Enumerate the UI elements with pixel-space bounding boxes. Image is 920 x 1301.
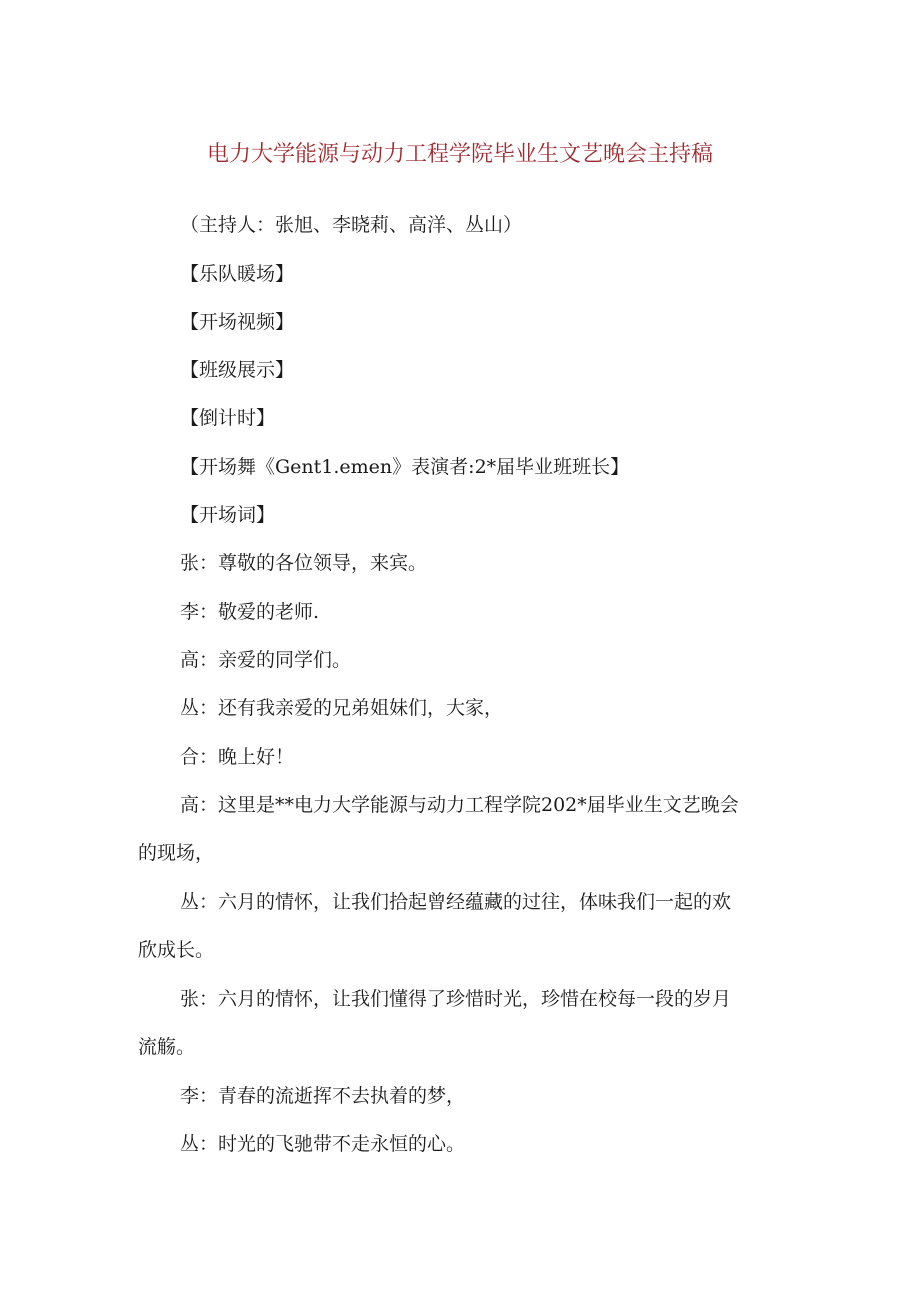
dialogue-line-continuation: 欣成长。 [138, 939, 215, 961]
program-item-band-warmup: 【乐队暖场】 [180, 263, 295, 285]
dialogue-line: 合：晚上好！ [180, 746, 295, 768]
dialogue-line: 张：六月的情怀，让我们懂得了珍惜时光，珍惜在校每一段的岁月 [180, 988, 732, 1010]
program-item-opening-words: 【开场词】 [180, 504, 276, 526]
host-list-line: （主持人：张旭、李晓莉、高洋、丛山） [180, 214, 523, 236]
dialogue-line: 丛：六月的情怀，让我们拾起曾经蕴藏的过往，体味我们一起的欢 [180, 891, 732, 913]
dialogue-line: 张：尊敬的各位领导，来宾。 [180, 552, 428, 574]
dialogue-line: 高：这里是**电力大学能源与动力工程学院202*届毕业生文艺晚会 [180, 794, 739, 816]
dialogue-line: 丛：还有我亲爱的兄弟姐妹们，大家， [180, 697, 504, 719]
program-item-opening-dance: 【开场舞《Gent1.emen》表演者:2*届毕业班班长】 [180, 456, 630, 478]
program-item-countdown: 【倒计时】 [180, 407, 276, 429]
dialogue-line: 高：亲爱的同学们。 [180, 649, 352, 671]
document-title: 电力大学能源与动力工程学院毕业生文艺晚会主持稿 [206, 142, 713, 167]
program-item-class-showcase: 【班级展示】 [180, 359, 295, 381]
program-item-opening-video: 【开场视频】 [180, 311, 295, 333]
dialogue-line-continuation: 流觞。 [138, 1036, 196, 1058]
dialogue-line-continuation: 的现场， [138, 842, 215, 864]
dialogue-line: 李：青春的流逝挥不去执着的梦， [180, 1085, 466, 1107]
dialogue-line: 李：敬爱的老师. [180, 601, 320, 623]
dialogue-line: 丛：时光的飞驰带不走永恒的心。 [180, 1133, 466, 1155]
